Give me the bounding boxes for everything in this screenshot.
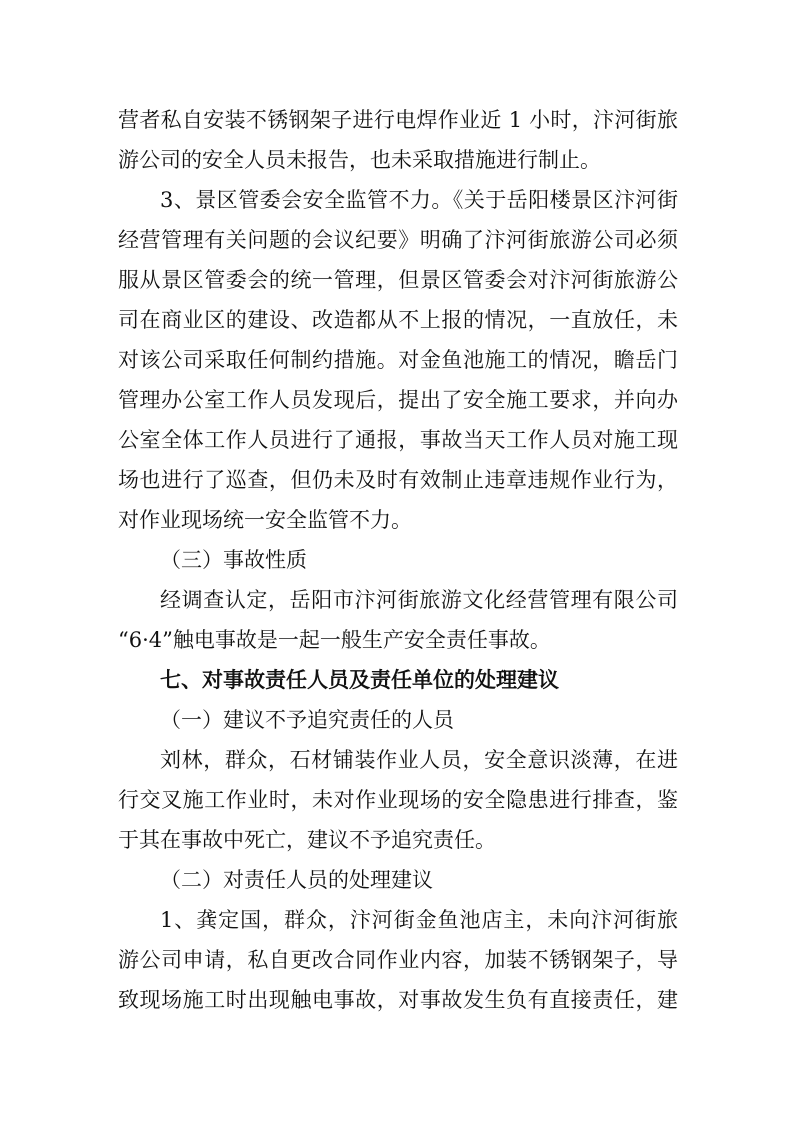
paragraph-line: “6·4”触电事故是一起一般生产安全责任事故。 [118, 628, 551, 652]
paragraph-line: 营者私自安装不锈钢架子进行电焊作业近 1 小时，汴河街旅 [118, 108, 678, 132]
paragraph-line: 3、景区管委会安全监管不力。《关于岳阳楼景区汴河街 [160, 188, 678, 212]
paragraph-line: 于其在事故中死亡，建议不予追究责任。 [118, 828, 496, 852]
section-heading: （三）事故性质 [160, 548, 307, 572]
section-heading: （二）对责任人员的处理建议 [160, 868, 433, 892]
paragraph-line: 司在商业区的建设、改造都从不上报的情况，一直放任，未 [118, 308, 678, 332]
paragraph-line: 1、龚定国，群众，汴河街金鱼池店主，未向汴河街旅 [160, 908, 678, 932]
paragraph-line: 游公司的安全人员未报告，也未采取措施进行制止。 [118, 148, 601, 172]
paragraph-line: 经调查认定，岳阳市汴河街旅游文化经营管理有限公司 [160, 588, 678, 612]
paragraph-line: 对该公司采取任何制约措施。对金鱼池施工的情况，瞻岳门 [118, 348, 678, 372]
paragraph-line: 公室全体工作人员进行了通报，事故当天工作人员对施工现 [118, 428, 678, 452]
paragraph-line: 致现场施工时出现触电事故，对事故发生负有直接责任，建 [118, 988, 678, 1012]
chapter-heading: 七、对事故责任人员及责任单位的处理建议 [160, 668, 559, 692]
paragraph-line: 管理办公室工作人员发现后，提出了安全施工要求，并向办 [118, 388, 678, 412]
paragraph-line: 对作业现场统一安全监管不力。 [118, 508, 412, 532]
paragraph-line: 行交叉施工作业时，未对作业现场的安全隐患进行排查，鉴 [118, 788, 678, 812]
paragraph-line: 服从景区管委会的统一管理，但景区管委会对汴河街旅游公 [118, 268, 678, 292]
section-heading: （一）建议不予追究责任的人员 [160, 708, 454, 732]
paragraph-line: 经营管理有关问题的会议纪要》明确了汴河街旅游公司必须 [118, 228, 678, 252]
paragraph-line: 刘林，群众，石材铺装作业人员，安全意识淡薄，在进 [160, 748, 678, 772]
paragraph-line: 场也进行了巡查，但仍未及时有效制止违章违规作业行为， [118, 468, 678, 492]
paragraph-line: 游公司申请，私自更改合同作业内容，加装不锈钢架子，导 [118, 948, 678, 972]
document-page [118, 100, 678, 1020]
